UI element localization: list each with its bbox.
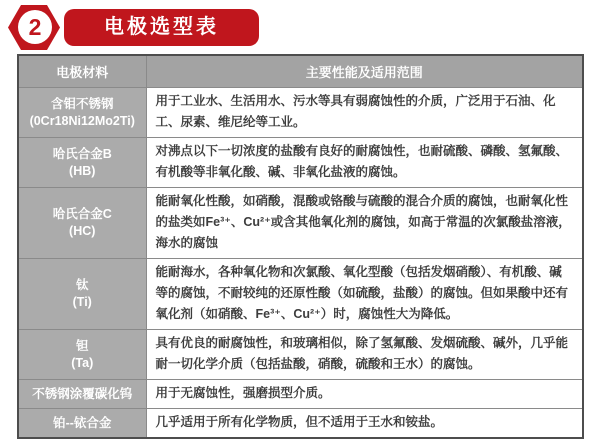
description-cell: 能耐海水，各种氧化物和次氯酸、氧化型酸（包括发烟硝酸）、有机酸、碱等的腐蚀，不耐较纯的还原性酸（如硫酸，盐酸）的腐蚀。但如果酸中还有氧化剂（如硝酸、Fe³⁺、Cu²⁺）时，腐蚀性大为降低。 <box>146 259 583 330</box>
column-header-material: 电极材料 <box>18 55 146 88</box>
section-header <box>0 0 600 52</box>
material-cell <box>18 409 146 439</box>
description-cell: 几乎适用于所有化学物质，但不适用于王水和铵盐。 <box>146 409 583 439</box>
material-cell <box>18 138 146 188</box>
description-cell: 能耐氧化性酸，如硝酸，混酸或铬酸与硫酸的混合介质的腐蚀，也耐氧化性的盐类如Fe³⁺、Cu²⁺或含其他氧化剂的腐蚀，如高于常温的次氯酸盐溶液，海水的腐蚀 <box>146 188 583 259</box>
badge-number: 2 <box>18 10 52 44</box>
material-name: 钛 <box>75 278 89 292</box>
material-name: 钽 <box>75 338 89 353</box>
material-cell <box>18 380 146 409</box>
material-cell <box>18 188 146 259</box>
table-row <box>18 330 583 380</box>
description-cell: 具有优良的耐腐蚀性，和玻璃相似，除了氢氟酸、发烟硫酸、碱外，几乎能耐一切化学介质（包括盐酸，硝酸，硫酸和王水）的腐蚀。 <box>146 330 583 380</box>
material-name: 铂--铱合金 <box>53 415 112 430</box>
material-grade: (HB) <box>69 163 96 178</box>
table-row <box>18 138 583 188</box>
column-header-performance: 主要性能及适用范围 <box>146 55 583 88</box>
material-name: 不锈钢涂覆碳化钨 <box>32 386 133 401</box>
table-row <box>18 88 583 138</box>
page-title: 电极选型表 <box>64 9 259 46</box>
material-cell <box>18 88 146 138</box>
material-grade: (Ta) <box>71 355 94 370</box>
material-cell <box>18 259 146 330</box>
table-row <box>18 188 583 259</box>
material-grade: (HC) <box>69 224 96 238</box>
description-cell: 用于工业水、生活用水、污水等具有弱腐蚀性的介质，广泛用于石油、化工、尿素、维尼纶等工业。 <box>146 88 583 138</box>
material-cell <box>18 330 146 380</box>
table-row <box>18 259 583 330</box>
description-cell: 用于无腐蚀性，强磨损型介质。 <box>146 380 583 409</box>
table-header-row <box>18 55 583 88</box>
material-name: 哈氏合金C <box>52 207 112 221</box>
table-row <box>18 409 583 439</box>
material-grade: (Ti) <box>72 295 92 309</box>
table-row <box>18 380 583 409</box>
section-number-badge <box>8 5 60 50</box>
description-cell: 对沸点以下一切浓度的盐酸有良好的耐腐蚀性，也耐硫酸、磷酸、氢氟酸、有机酸等非氧化酸、碱、非氧化盐液的腐蚀。 <box>146 138 583 188</box>
material-name: 含钼不锈钢 <box>50 96 114 111</box>
material-name: 哈氏合金B <box>52 146 112 161</box>
material-grade: (0Cr18Ni12Mo2Ti) <box>29 113 135 128</box>
electrode-selection-table <box>17 54 584 439</box>
